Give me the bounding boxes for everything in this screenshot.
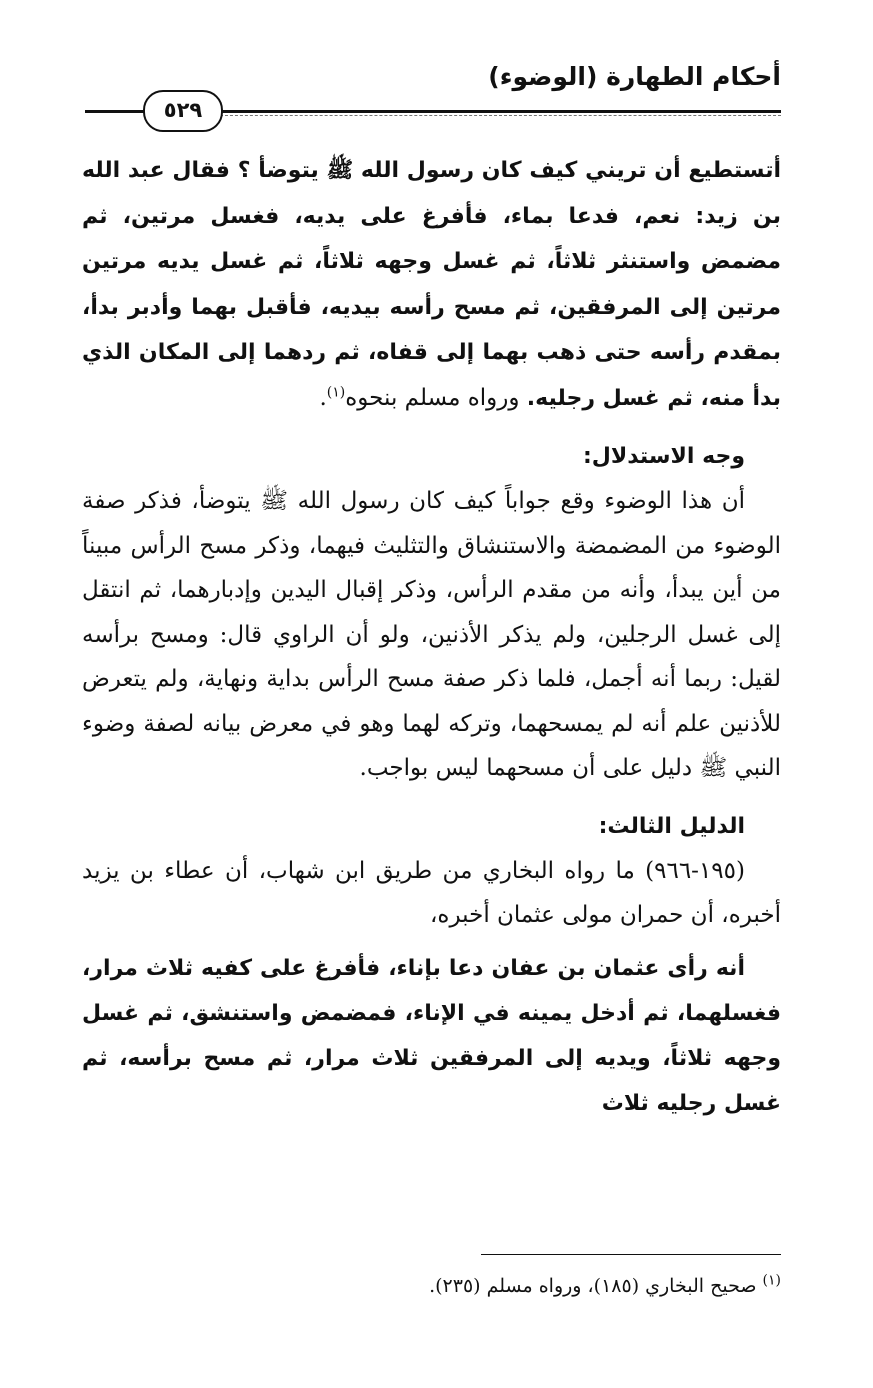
header-rule-decoration: [220, 115, 781, 116]
narration-note: ورواه مسلم بنحوه: [345, 384, 527, 411]
inference-paragraph: أن هذا الوضوء وقع جواباً كيف كان رسول الله ﷺ يتوضأ، فذكر صفة الوضوء من المضمضة والاستنشاق والتثليث فيهما، وذكر مسح الرأس مبيناً من أين يبدأ، وأنه من مقدم الرأس، وذكر إقبال اليدين وإدبارهما، ثم انتقل إلى غسل الرجلين، ولم يذكر الأذنين، ولو أن الراوي قال: ومسح برأسه لقيل: ربما أنه أجمل، فلما ذكر صفة مسح الرأس بداية ونهاية، ولم يتعرض للأذنين علم أنه لم يمسحهما، وتركه لهما وهو في معرض بيانه لصفة وضوء النبي ﷺ دليل على أن مسحهما ليس بواجب.: [82, 488, 781, 781]
hadith-text-bold: أتستطيع أن تريني كيف كان رسول الله ﷺ يتوضأ ؟ فقال عبد الله بن زيد: نعم، فدعا بماء، فأفرغ على يديه، فغسل مرتين، ثم مضمض واستنثر ثلاثاً، ثم غسل وجهه ثلاثاً، ثم غسل يديه مرتين مرتين إلى المرفقين، ثم مسح رأسه بيديه، فأقبل بهما وأدبر بدأ، بمقدم رأسه حتى ذهب بهما إلى قفاه، ثم ردهما إلى المكان الذي بدأ منه، ثم غسل رجليه.: [82, 158, 781, 411]
page-number-badge: ٥٢٩: [143, 90, 223, 132]
hadith-paragraph-2: أنه رأى عثمان بن عفان دعا بإناء، فأفرغ على كفيه ثلاث مرار، فغسلهما، ثم أدخل يمينه في الإناء، فمضمض واستنشق، ثم غسل وجهه ثلاثاً، ويديه إلى المرفقين ثلاث مرار، ثم مسح برأسه، ثم غسل رجليه ثلاث: [82, 955, 781, 1116]
sentence-end: .: [319, 384, 327, 411]
section-heading-inference: وجه الاستدلال:: [582, 444, 745, 469]
footnote-marker: (١): [762, 1272, 781, 1289]
page-body: [82, 148, 781, 1126]
footnote-reference: (١): [326, 383, 346, 400]
footnote-separator: [481, 1254, 781, 1255]
footnote: [429, 1272, 781, 1297]
section-heading-third-evidence: الدليل الثالث:: [598, 813, 745, 839]
hadith-paragraph-1: [82, 148, 781, 421]
running-header-title: أحكام الطهارة (الوضوء): [488, 62, 781, 91]
evidence-intro-paragraph: (١٩٥-٩٦٦) ما رواه البخاري من طريق ابن شهاب، أن عطاء بن يزيد أخبره، أن حمران مولى عثمان أخبره،: [82, 857, 781, 928]
footnote-text: صحيح البخاري (١٨٥)، ورواه مسلم (٢٣٥).: [429, 1275, 757, 1297]
